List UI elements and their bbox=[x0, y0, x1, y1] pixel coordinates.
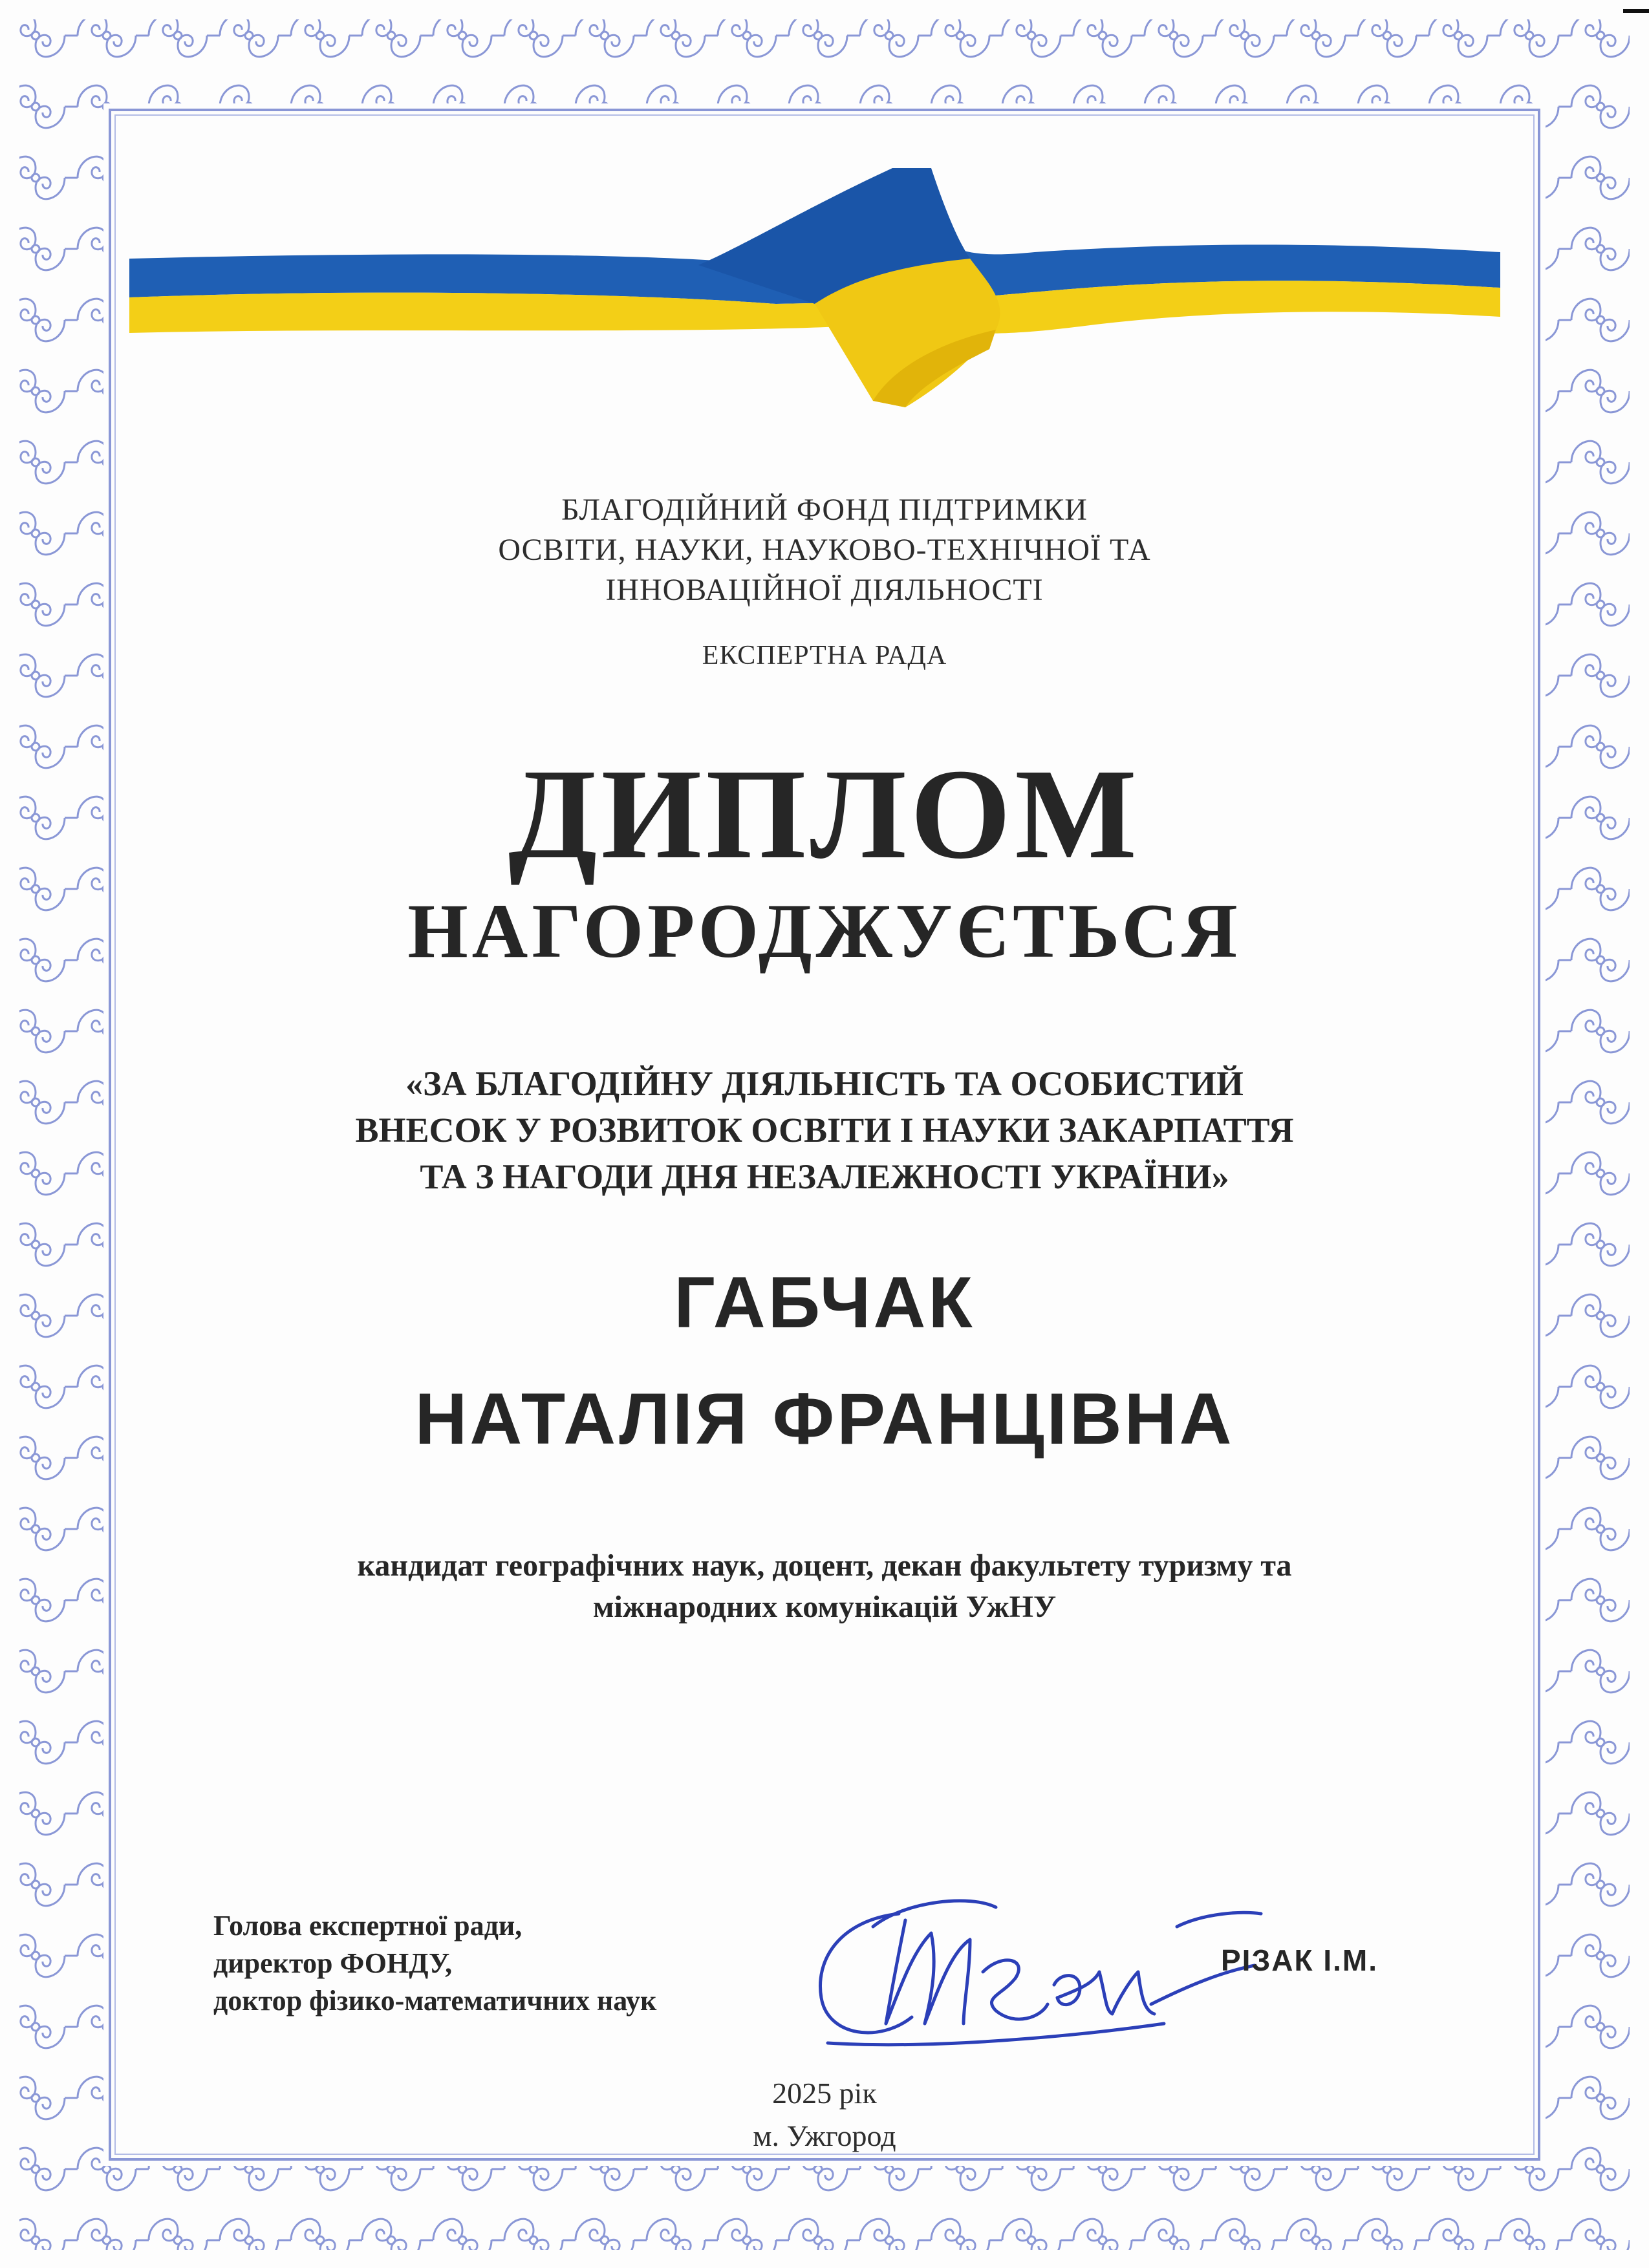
org-line-2: ОСВІТИ, НАУКИ, НАУКОВО-ТЕХНІЧНОЇ ТА bbox=[498, 533, 1151, 567]
position-line-2: міжнародних комунікацій УжНУ bbox=[592, 1590, 1057, 1624]
handwritten-signature bbox=[802, 1875, 1267, 2069]
recipient-given-names: НАТАЛІЯ ФРАНЦІВНА bbox=[415, 1378, 1234, 1459]
reason-line-3: ТА З НАГОДИ ДНЯ НЕЗАЛЕЖНОСТІ УКРАЇНИ» bbox=[420, 1157, 1229, 1196]
expert-council-label: ЕКСПЕРТНА РАДА bbox=[702, 641, 947, 670]
signatory-line-3: доктор фізико-математичних наук bbox=[213, 1985, 657, 2017]
recipient-position bbox=[194, 1545, 1455, 1628]
organization-name bbox=[194, 490, 1455, 610]
signatory-line-2: директор ФОНДУ, bbox=[213, 1947, 453, 1979]
org-line-1: БЛАГОДІЙНИЙ ФОНД ПІДТРИМКИ bbox=[561, 493, 1088, 527]
award-reason bbox=[194, 1060, 1455, 1200]
reason-line-1: «ЗА БЛАГОДІЙНУ ДІЯЛЬНІСТЬ ТА ОСОБИСТИЙ bbox=[405, 1064, 1244, 1103]
reason-line-2: ВНЕСОК У РОЗВИТОК ОСВІТИ І НАУКИ ЗАКАРПАТТЯ bbox=[355, 1111, 1294, 1150]
signatory-title bbox=[213, 1907, 656, 2020]
scan-edge-mark bbox=[1623, 9, 1649, 13]
ukraine-flag-ribbon bbox=[129, 155, 1500, 427]
org-line-3: ІННОВАЦІЙНОЇ ДІЯЛЬНОСТІ bbox=[605, 573, 1044, 607]
footer bbox=[194, 2072, 1455, 2157]
issue-year: 2025 рік bbox=[772, 2077, 877, 2110]
signatory-line-1: Голова експертної ради, bbox=[213, 1910, 523, 1942]
diploma-title: ДИПЛОМ bbox=[508, 743, 1141, 886]
awarded-heading: НАГОРОДЖУЄТЬСЯ bbox=[407, 888, 1242, 974]
issue-city: м. Ужгород bbox=[753, 2119, 896, 2152]
position-line-1: кандидат географічних наук, доцент, декан факультету туризму та bbox=[357, 1548, 1292, 1583]
recipient-surname: ГАБЧАК bbox=[674, 1262, 975, 1343]
signer-name: РІЗАК І.М. bbox=[1221, 1943, 1379, 1977]
